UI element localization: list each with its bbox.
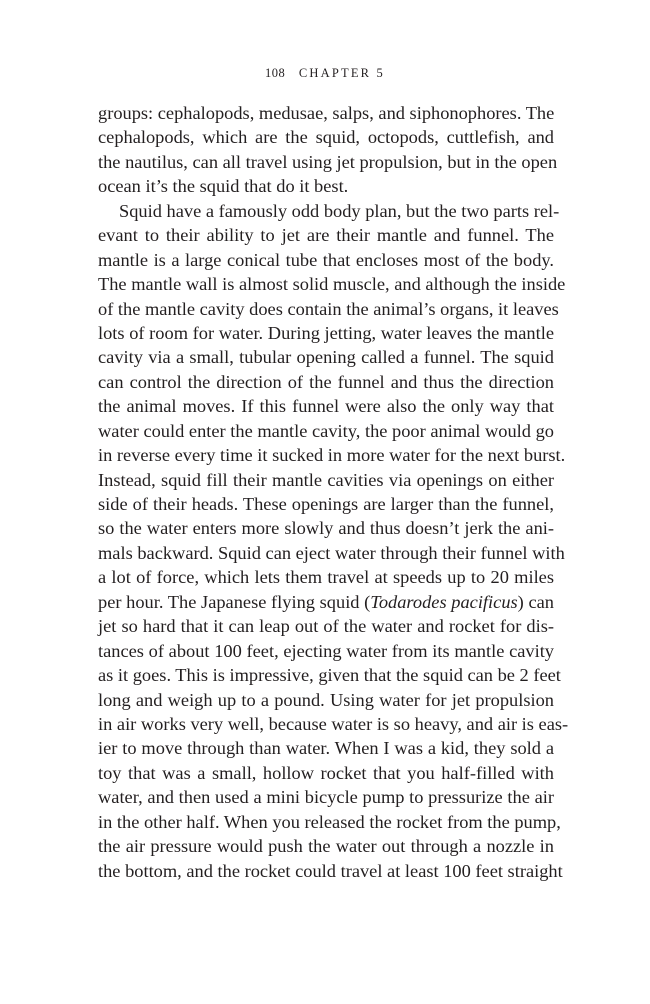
- chapter-label: CHAPTER 5: [298, 66, 385, 80]
- text-line: the animal moves. If this funnel were also the only way that: [98, 396, 554, 417]
- page-number: 108: [264, 66, 286, 80]
- text-line: can control the direction of the funnel and thus the direction: [98, 371, 554, 392]
- text-line: ier to move through than water. When I was a kid, they sold a: [98, 738, 554, 759]
- text-line: [98, 590, 554, 614]
- text-line: long and weigh up to a pound. Using water for jet propulsion: [98, 689, 554, 710]
- text-line: toy that was a small, hollow rocket that you half-filled with: [98, 762, 554, 783]
- text-line: cavity via a small, tubular opening called a funnel. The squid: [98, 347, 554, 368]
- text-line: water, and then used a mini bicycle pump to pressurize the air: [98, 787, 554, 808]
- text-line: side of their heads. These openings are larger than the funnel,: [98, 494, 554, 514]
- text-line: Squid have a famously odd body plan, but the two parts rel-: [119, 200, 560, 221]
- text-line: the nautilus, can all travel using jet propulsion, but in the open: [98, 151, 558, 172]
- text-line: as it goes. This is impressive, given that the squid can be 2 feet: [98, 665, 561, 686]
- text-line: so the water enters more slowly and thus doesn’t jerk the ani-: [98, 518, 554, 539]
- text-line: the air pressure would push the water out through a nozzle in: [98, 836, 554, 857]
- text-line: a lot of force, which lets them travel at speeds up to 20 miles: [98, 567, 554, 588]
- text-line: The mantle wall is almost solid muscle, and although the inside: [98, 274, 566, 295]
- text-line: lots of room for water. During jetting, water leaves the mantle: [98, 322, 554, 343]
- text-line: in reverse every time it sucked in more water for the next burst.: [98, 445, 566, 466]
- running-head: [0, 66, 650, 81]
- text-line: mals backward. Squid can eject water through their funnel with: [98, 542, 565, 563]
- text-line: jet so hard that it can leap out of the water and rocket for dis-: [98, 616, 554, 637]
- text-line: of the mantle cavity does contain the animal’s organs, it leaves: [98, 298, 559, 319]
- text-segment: per hour. The Japanese flying squid (: [98, 591, 371, 612]
- text-line: cephalopods, which are the squid, octopods, cuttlefish, and: [98, 127, 554, 148]
- text-line: groups: cephalopods, medusae, salps, and siphonophores. The: [98, 103, 555, 123]
- text-line: in the other half. When you released the rocket from the pump,: [98, 811, 561, 832]
- text-segment: ) can: [517, 591, 554, 612]
- text-line: evant to their ability to jet are their mantle and funnel. The: [98, 225, 554, 246]
- text-line: the bottom, and the rocket could travel at least 100 feet straight: [98, 860, 563, 881]
- text-line: in air works very well, because water is so heavy, and air is eas-: [98, 713, 569, 734]
- text-line: tances of about 100 feet, ejecting water from its mantle cavity: [98, 640, 554, 661]
- text-line: water could enter the mantle cavity, the poor animal would go: [98, 420, 554, 441]
- text-line: mantle is a large conical tube that encloses most of the body.: [98, 249, 554, 270]
- species-name: Todarodes pacificus: [370, 591, 518, 612]
- text-line: ocean it’s the squid that do it best.: [98, 176, 349, 197]
- text-line: Instead, squid fill their mantle cavities via openings on either: [98, 469, 554, 490]
- body-text: [98, 101, 569, 883]
